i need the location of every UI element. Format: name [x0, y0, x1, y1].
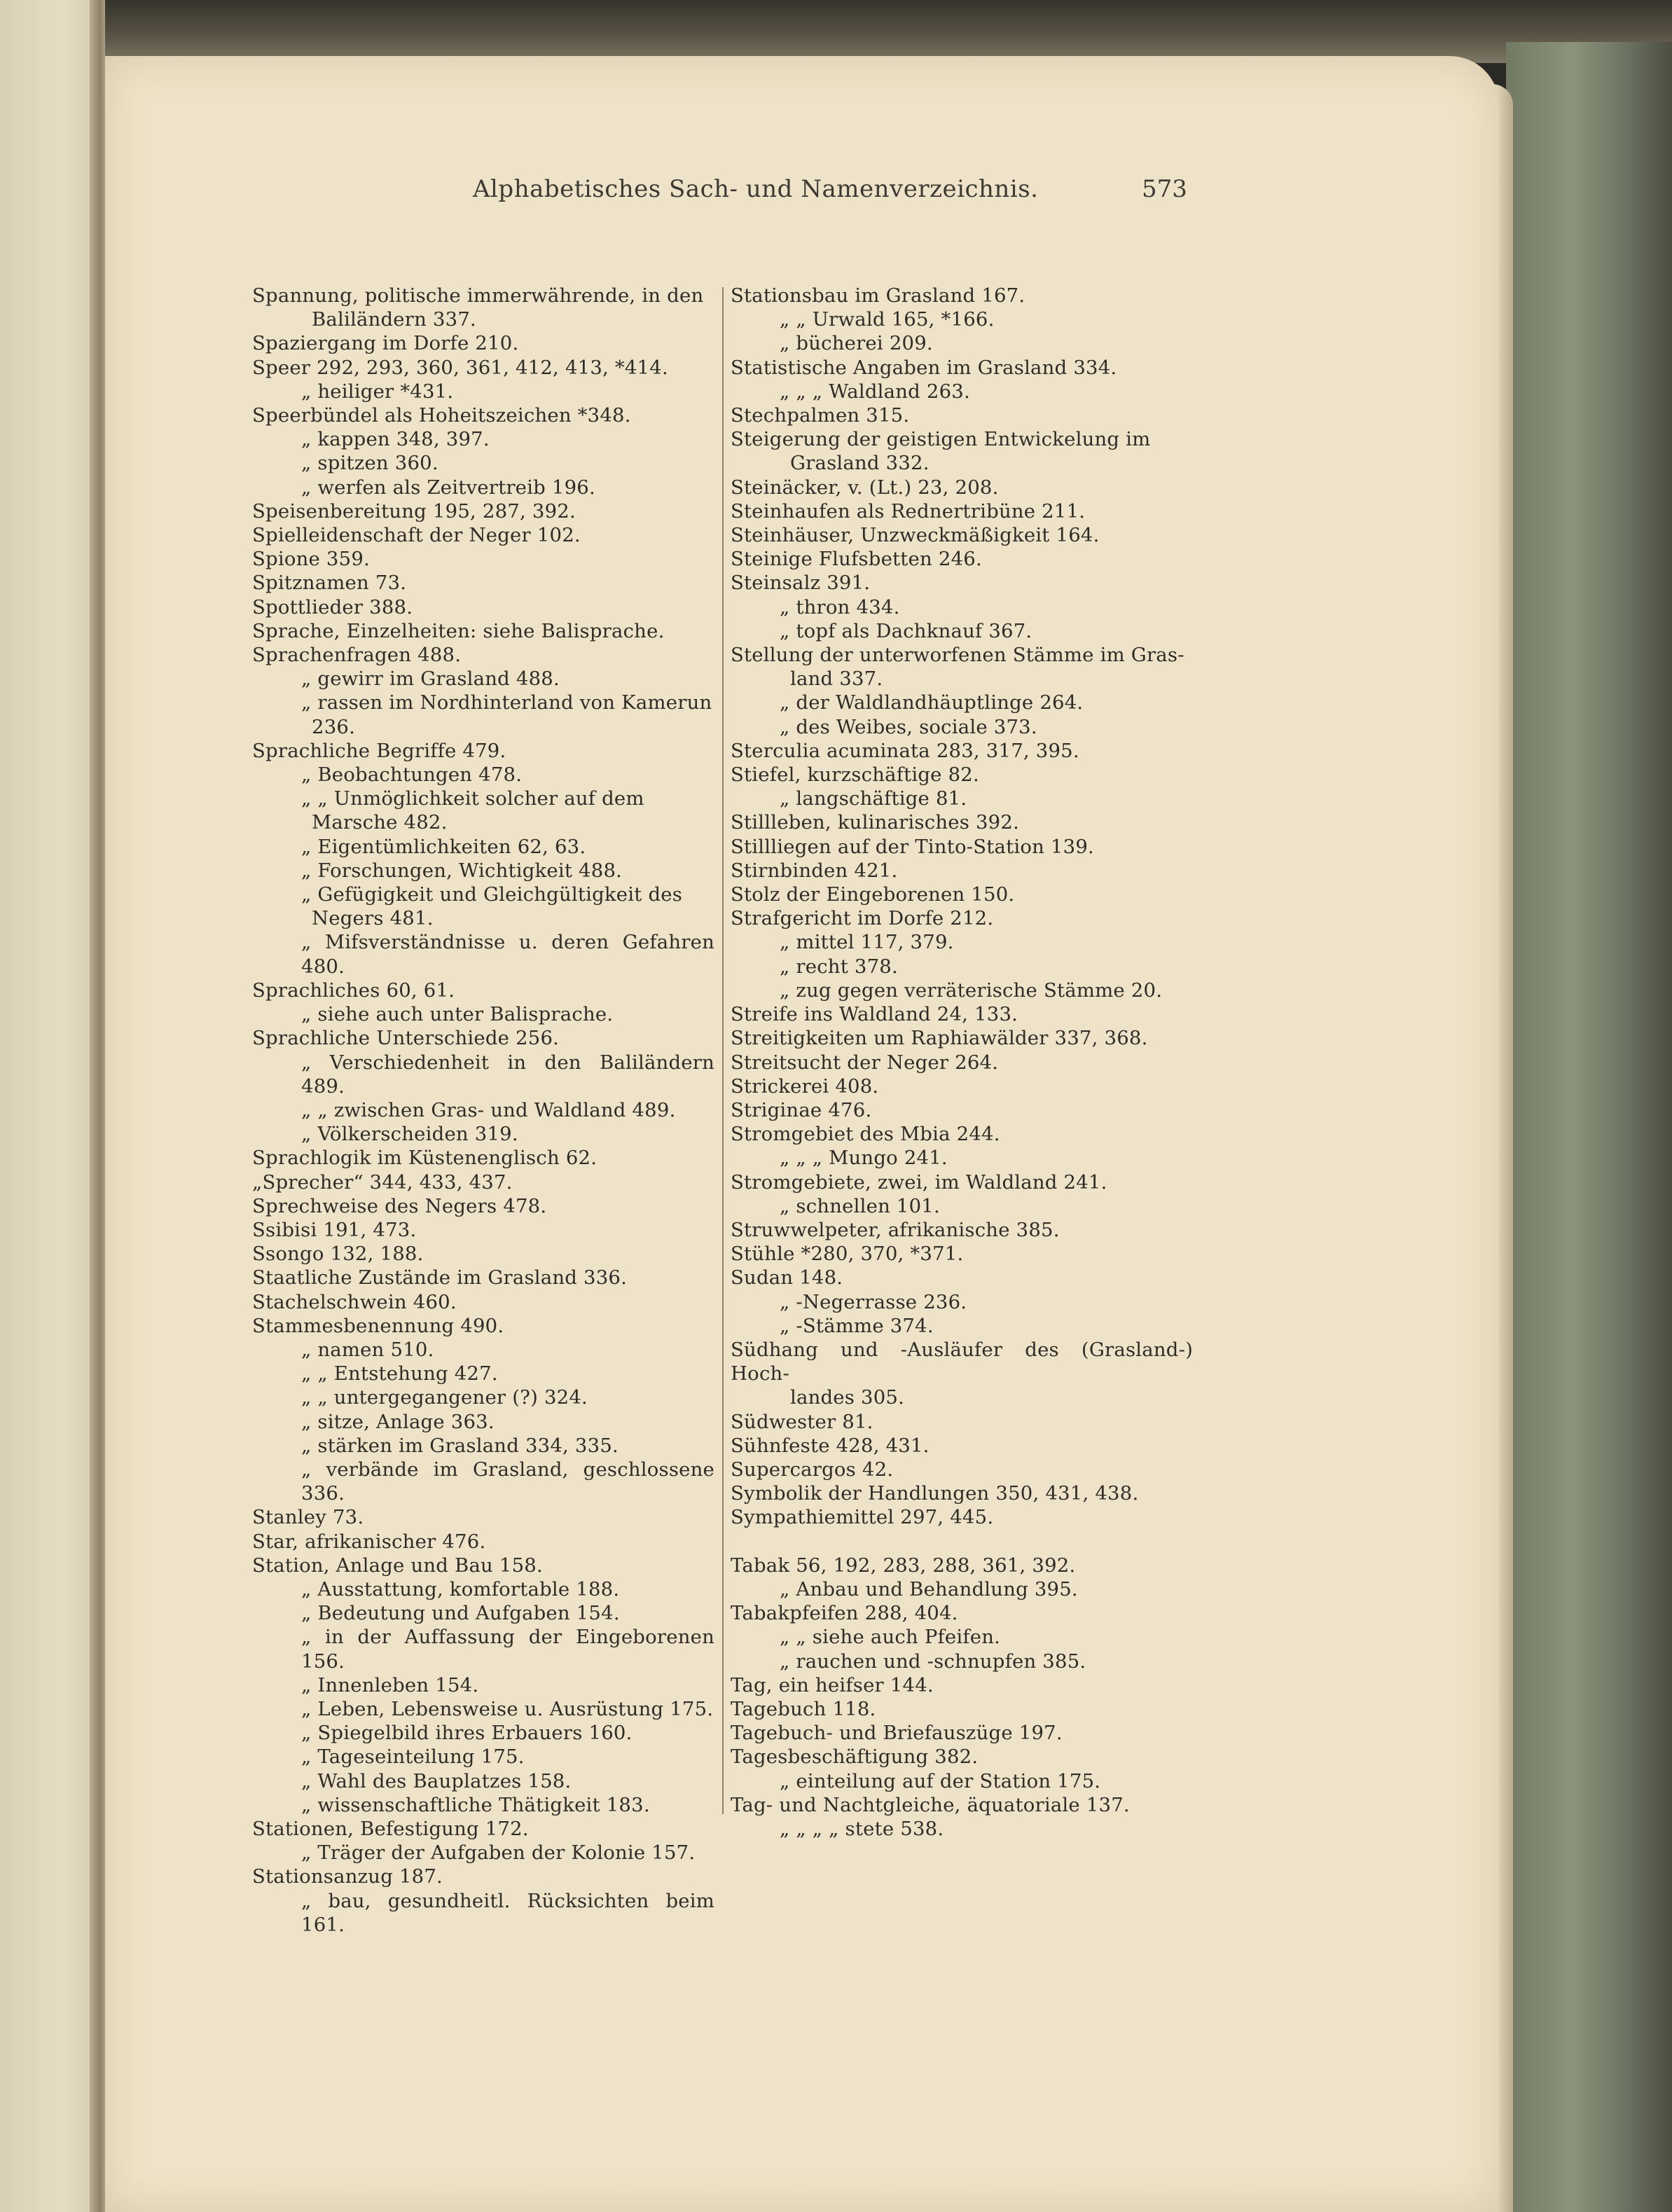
index-column-left [252, 284, 714, 1937]
index-entry: Symbolik der Handlungen 350, 431, 438. [731, 1482, 1139, 1505]
index-entry: Stolz der Eingeborenen 150. [731, 883, 1015, 906]
index-entry: Stillliegen auf der Tinto-Station 139. [731, 835, 1094, 858]
index-entry: „ Wahl des Bauplatzes 158. [301, 1769, 572, 1792]
index-entry: Spielleidenschaft der Neger 102. [252, 524, 581, 547]
index-entry: Baliländern 337. [312, 308, 477, 331]
running-head-title: Alphabetisches Sach- und Namenverzeichnis. [473, 175, 1039, 203]
index-entry: Sterculia acuminata 283, 317, 395. [731, 739, 1079, 762]
index-entry: 236. [312, 715, 356, 738]
index-entry: „ heiliger *431. [301, 380, 454, 403]
index-entry: „ „ Urwald 165, *166. [780, 308, 995, 331]
index-entry: Striginae 476. [731, 1098, 872, 1121]
index-entry: „ Innenleben 154. [301, 1673, 479, 1696]
book-cover-top [105, 0, 1672, 63]
index-entry: „ in der Auffassung der Eingeborenen 156. [301, 1626, 714, 1673]
index-entry: Speerbündel als Hoheitszeichen *348. [252, 404, 631, 427]
index-entry: „ Verschiedenheit in den Baliländern 489. [301, 1051, 714, 1098]
index-entry: Steinhaufen als Rednertribüne 211. [731, 499, 1086, 523]
index-entry: „ recht 378. [780, 955, 898, 978]
index-entry: Stirnbinden 421. [731, 859, 898, 882]
index-entry: Stiefel, kurzschäftige 82. [731, 763, 979, 787]
index-entry: Sprachliche Unterschiede 256. [252, 1027, 560, 1050]
index-column-right [731, 284, 1193, 1841]
index-entry: „ des Weibes, sociale 373. [780, 715, 1037, 738]
index-entry: Supercargos 42. [731, 1458, 894, 1481]
index-entry: Spottlieder 388. [252, 595, 413, 618]
index-entry: „ der Waldlandhäuptlinge 264. [780, 691, 1084, 714]
index-entry: „ sitze, Anlage 363. [301, 1410, 495, 1433]
index-entry: Sprache, Einzelheiten: siehe Balisprache. [252, 619, 665, 642]
index-entry: „ siehe auch unter Balisprache. [301, 1003, 614, 1026]
index-entry: „ „ siehe auch Pfeifen. [780, 1626, 1001, 1649]
index-entry: Stromgebiete, zwei, im Waldland 241. [731, 1170, 1107, 1194]
index-entry: „ Eigentümlichkeiten 62, 63. [301, 835, 586, 858]
index-entry: Steinhäuser, Unzweckmäßigkeit 164. [731, 524, 1100, 547]
index-entry: Strickerei 408. [731, 1074, 879, 1098]
index-entry: „ gewirr im Grasland 488. [301, 668, 560, 691]
index-entry: Streife ins Waldland 24, 133. [731, 1003, 1018, 1026]
index-entry: Stachelschwein 460. [252, 1290, 457, 1313]
index-entry: „ namen 510. [301, 1338, 434, 1361]
index-entry: Tagebuch 118. [731, 1697, 876, 1720]
index-entry: „ bücherei 209. [780, 332, 933, 355]
index-entry: „ „ Unmöglichkeit solcher auf dem [301, 787, 644, 810]
index-entry: „ rassen im Nordhinterland von Kamerun [301, 691, 712, 714]
index-entry: Sudan 148. [731, 1266, 843, 1290]
index-entry: „ Spiegelbild ihres Erbauers 160. [301, 1722, 633, 1745]
index-entry: Südhang und -Ausläufer des (Grasland-) Hoch- [731, 1338, 1193, 1385]
index-entry: Steinige Flufsbetten 246. [731, 548, 982, 571]
index-entry: Sprachlogik im Küstenenglisch 62. [252, 1147, 597, 1170]
index-entry: „ wissenschaftliche Thätigkeit 183. [301, 1793, 650, 1816]
book-cover-board [1506, 42, 1672, 2212]
index-entry: Steigerung der geistigen Entwickelung im [731, 428, 1151, 451]
index-entry: „ Leben, Lebensweise u. Ausrüstung 175. [301, 1697, 714, 1720]
index-entry: Star, afrikanischer 476. [252, 1530, 486, 1553]
index-entry: „ Beobachtungen 478. [301, 763, 523, 787]
index-entry: „ Anbau und Behandlung 395. [780, 1577, 1078, 1601]
index-entry: Ssongo 132, 188. [252, 1243, 424, 1266]
index-entry: Struwwelpeter, afrikanische 385. [731, 1218, 1060, 1241]
index-entry: „Sprecher“ 344, 433, 437. [252, 1170, 513, 1194]
index-entry: Tag- und Nachtgleiche, äquatoriale 137. [731, 1793, 1130, 1816]
index-entry: landes 305. [790, 1386, 905, 1409]
index-entry: Grasland 332. [790, 452, 930, 475]
index-entry: „ Träger der Aufgaben der Kolonie 157. [301, 1841, 696, 1865]
index-entry: „ „ Entstehung 427. [301, 1362, 498, 1385]
index-entry: „ rauchen und -schnupfen 385. [780, 1650, 1086, 1673]
index-entry: Strafgericht im Dorfe 212. [731, 907, 994, 930]
index-entry: Steinäcker, v. (Lt.) 23, 208. [731, 476, 999, 499]
index-entry: Stillleben, kulinarisches 392. [731, 811, 1020, 834]
index-entry: Station, Anlage und Bau 158. [252, 1554, 543, 1577]
index-entry: Sprechweise des Negers 478. [252, 1194, 547, 1217]
index-entry: Tag, ein heifser 144. [731, 1673, 934, 1696]
index-entry: „ Bedeutung und Aufgaben 154. [301, 1602, 620, 1625]
running-head [105, 175, 1499, 217]
index-entry: „ Mifsverständnisse u. deren Gefahren 480. [301, 931, 714, 978]
index-entry: „ stärken im Grasland 334, 335. [301, 1434, 619, 1457]
index-entry: Stationen, Befestigung 172. [252, 1818, 529, 1840]
index-entry: Ssibisi 191, 473. [252, 1218, 417, 1241]
column-divider [722, 287, 724, 1814]
index-entry: Streitsucht der Neger 264. [731, 1051, 999, 1074]
index-entry: Speer 292, 293, 360, 361, 412, 413, *414. [252, 356, 668, 379]
index-entry: Spannung, politische immerwährende, in den [252, 284, 704, 307]
index-entry: „ Völkerscheiden 319. [301, 1123, 518, 1146]
index-entry: Südwester 81. [731, 1410, 873, 1433]
index-entry: land 337. [790, 668, 883, 691]
index-entry: „ bau, gesundheitl. Rücksichten beim 161. [301, 1889, 714, 1936]
index-entry: Steinsalz 391. [731, 572, 871, 595]
index-entry: „ langschäftige 81. [780, 787, 967, 810]
index-entry: Stellung der unterworfenen Stämme im Gras- [731, 644, 1184, 667]
index-entry: „ verbände im Grasland, geschlossene 336. [301, 1458, 714, 1505]
index-entry: Negers 481. [312, 907, 434, 930]
index-entry: Sympathiemittel 297, 445. [731, 1506, 994, 1529]
index-entry: „ spitzen 360. [301, 452, 438, 475]
index-entry: Stationsbau im Grasland 167. [731, 284, 1025, 307]
index-entry: Stechpalmen 315. [731, 404, 910, 427]
page-number: 573 [1142, 175, 1187, 203]
index-entry: Tabak 56, 192, 283, 288, 361, 392. [731, 1554, 1076, 1577]
index-entry: „ Forschungen, Wichtigkeit 488. [301, 859, 623, 882]
index-entry: Sühnfeste 428, 431. [731, 1434, 930, 1457]
index-entry: „ schnellen 101. [780, 1194, 940, 1217]
index-entry: Spitznamen 73. [252, 572, 407, 595]
index-entry: „ „ zwischen Gras- und Waldland 489. [301, 1098, 676, 1121]
index-entry: Stühle *280, 370, *371. [731, 1243, 964, 1266]
index-entry: Statistische Angaben im Grasland 334. [731, 356, 1117, 379]
index-entry: „ zug gegen verräterische Stämme 20. [780, 979, 1163, 1002]
index-entry: Tagesbeschäftigung 382. [731, 1746, 979, 1769]
index-entry [731, 1530, 1193, 1554]
index-entry: „ werfen als Zeitvertreib 196. [301, 476, 595, 499]
index-entry: Speisenbereitung 195, 287, 392. [252, 499, 576, 523]
index-entry: „ mittel 117, 379. [780, 931, 954, 954]
index-entry: Stammesbenennung 490. [252, 1314, 504, 1337]
index-entry: „ Tageseinteilung 175. [301, 1746, 525, 1769]
index-entry: Sprachenfragen 488. [252, 644, 462, 667]
index-entry: Stromgebiet des Mbia 244. [731, 1123, 1000, 1146]
index-entry: Tagebuch- und Briefauszüge 197. [731, 1722, 1063, 1745]
index-entry: „ „ untergegangener (?) 324. [301, 1386, 588, 1409]
index-entry: „ „ „ Waldland 263. [780, 380, 970, 403]
index-entry: Sprachliche Begriffe 479. [252, 739, 506, 762]
index-entry: Staatliche Zustände im Grasland 336. [252, 1266, 628, 1290]
index-entry: Spione 359. [252, 548, 370, 571]
index-entry: „ kappen 348, 397. [301, 428, 490, 451]
index-entry: „ -Stämme 374. [780, 1314, 934, 1337]
index-entry: Marsche 482. [312, 811, 448, 834]
index-entry: „ topf als Dachknauf 367. [780, 619, 1032, 642]
index-entry: „ „ „ „ stete 538. [780, 1817, 944, 1840]
index-entry: Spaziergang im Dorfe 210. [252, 332, 519, 355]
index-entry: „ „ „ Mungo 241. [780, 1147, 948, 1170]
index-entry: „ Gefügigkeit und Gleichgültigkeit des [301, 883, 683, 906]
index-entry: Tabakpfeifen 288, 404. [731, 1602, 958, 1625]
index-entry: Streitigkeiten um Raphiawälder 337, 368. [731, 1027, 1148, 1050]
index-entry: „ thron 434. [780, 595, 900, 618]
index-entry: Stationsanzug 187. [252, 1865, 443, 1888]
index-entry: Stanley 73. [252, 1506, 364, 1529]
index-entry: „ einteilung auf der Station 175. [780, 1769, 1101, 1792]
index-entry: „ -Negerrasse 236. [780, 1290, 967, 1313]
index-entry: Sprachliches 60, 61. [252, 979, 455, 1002]
index-entry: „ Ausstattung, komfortable 188. [301, 1577, 620, 1601]
